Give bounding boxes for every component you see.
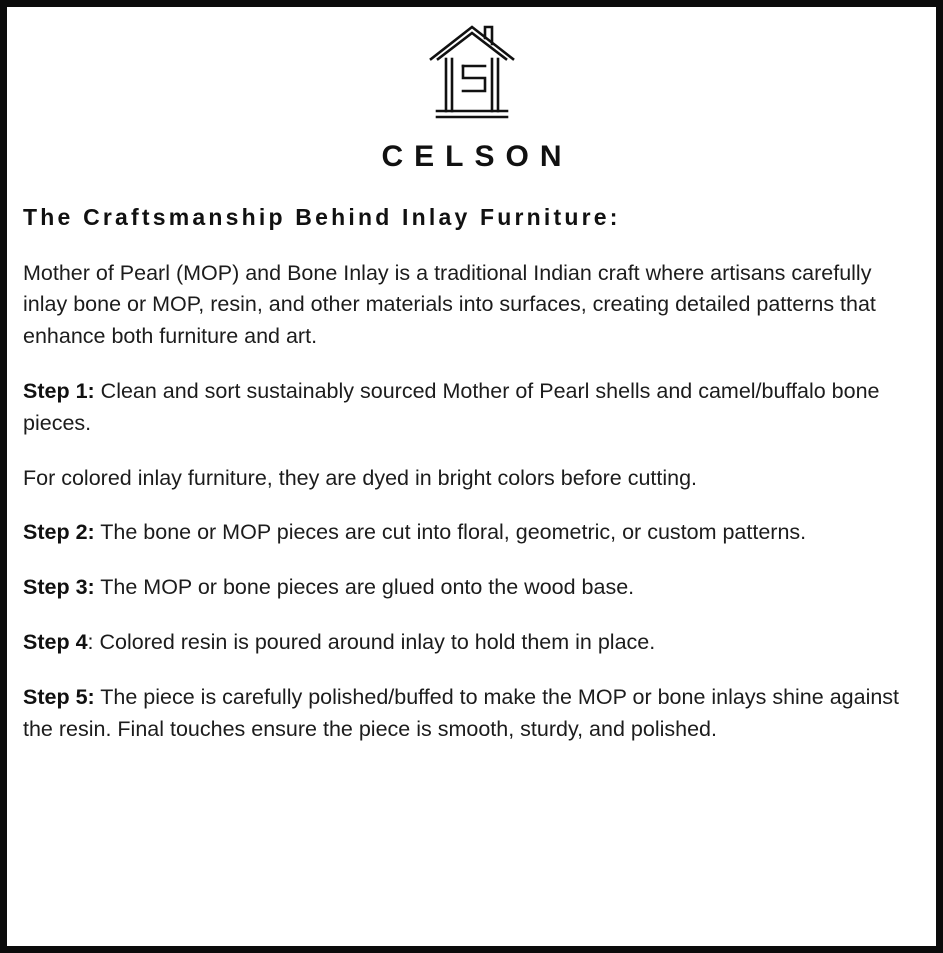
paragraph	[23, 572, 913, 604]
paragraph-text: The MOP or bone pieces are glued onto the wood base.	[94, 575, 635, 600]
paragraph-text: Mother of Pearl (MOP) and Bone Inlay is a traditional Indian craft where artisans carefully inlay bone or MOP, resin, and other materials into surfaces, creating detailed patterns that enhance both furniture and art.	[23, 260, 876, 349]
paragraph	[23, 376, 913, 440]
step-label: Step 4	[23, 630, 88, 655]
brand-block	[23, 17, 920, 174]
paragraph	[23, 627, 913, 659]
paragraph	[23, 463, 913, 495]
paragraph	[23, 682, 913, 746]
step-label: Step 3:	[23, 575, 95, 600]
step-label: Step 2:	[23, 520, 95, 545]
step-label: Step 5:	[23, 684, 95, 709]
paragraph-text: The bone or MOP pieces are cut into floral, geometric, or custom patterns.	[94, 520, 807, 545]
document-body	[23, 258, 920, 746]
paragraph-text: For colored inlay furniture, they are dyed in bright colors before cutting.	[23, 465, 698, 490]
paragraph	[23, 517, 913, 549]
step-label: Step 1:	[23, 379, 95, 404]
house-monogram-logo-icon	[423, 21, 521, 121]
paragraph	[23, 258, 913, 353]
brand-name: CELSON	[381, 140, 573, 173]
paragraph-text: Clean and sort sustainably sourced Mother of Pearl shells and camel/buffalo bone pieces.	[23, 379, 880, 435]
paragraph-text: : Colored resin is poured around inlay to hold them in place.	[87, 630, 656, 655]
page-title: The Craftsmanship Behind Inlay Furniture:	[23, 204, 621, 230]
paragraph-text: The piece is carefully polished/buffed to make the MOP or bone inlays shine against the resin. Final touches ensure the piece is smooth, sturdy, and polished.	[23, 684, 900, 741]
